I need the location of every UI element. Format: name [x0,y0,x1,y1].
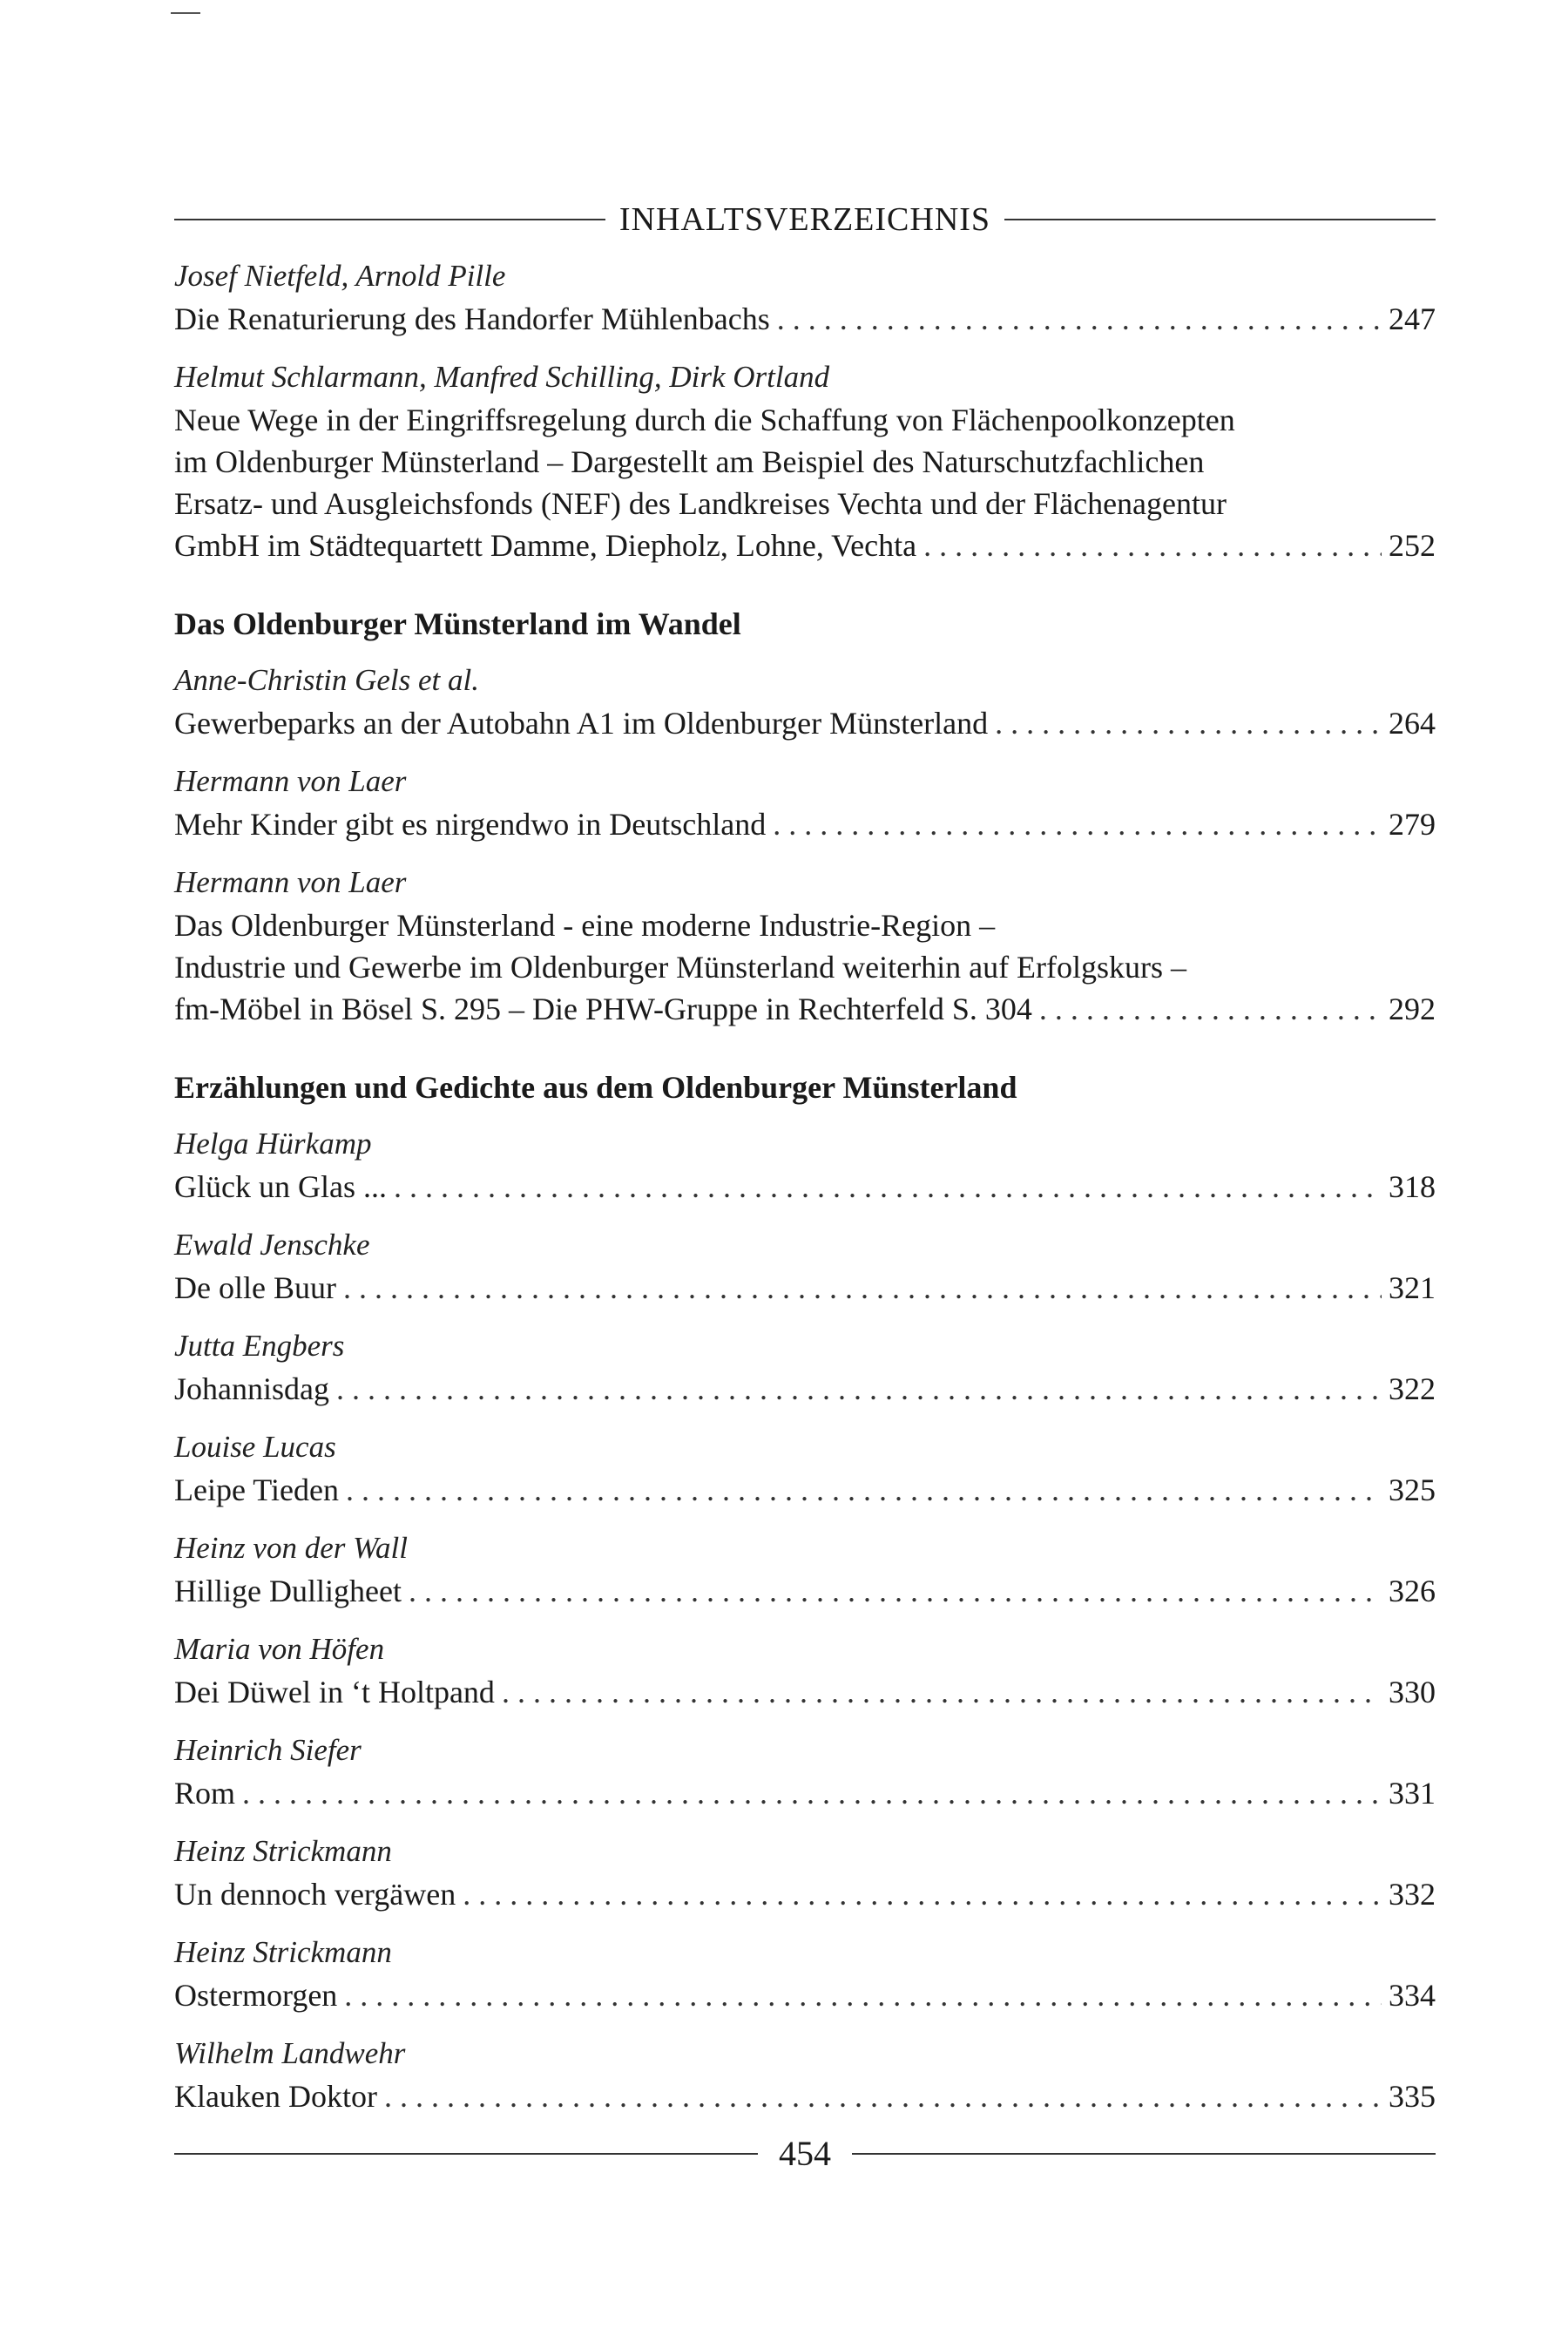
entry-title: Klauken Doktor [174,2079,377,2114]
entry-author: Heinz Strickmann [174,1834,392,1868]
entry-author: Wilhelm Landwehr [174,2036,406,2070]
entry-author: Maria von Höfen [174,1632,385,1666]
entry-page-number: 325 [1389,1472,1436,1507]
dot-leader [463,1873,1382,1915]
entry-page-number: 332 [1389,1877,1436,1912]
entry-title-row [174,1166,1436,1208]
entry-title-row [174,2075,1436,2117]
toc-entry [174,1628,1436,1713]
entry-title-line: im Oldenburger Münsterland – Dargestellt am Beispiel des Naturschutzfachlichen [174,444,1205,479]
entry-author: Heinz von der Wall [174,1531,408,1565]
entry-page-number: 247 [1389,301,1436,336]
entry-page-number: 331 [1389,1776,1436,1811]
running-head-rule-right [1004,219,1436,220]
dot-leader [502,1671,1382,1713]
toc-entry [174,1122,1436,1208]
entry-title: GmbH im Städtequartett Damme, Diepholz, Lohne, Vechta [174,528,917,563]
page-footer [174,2133,1436,2174]
page-number: 454 [779,2134,831,2173]
entry-title-row [174,1772,1436,1814]
dot-leader [409,1570,1382,1612]
entry-title-row [174,1570,1436,1612]
dot-leader [923,525,1382,566]
entry-page-number: 322 [1389,1371,1436,1406]
entry-title: De olle Buur [174,1270,336,1305]
toc-entry [174,1223,1436,1309]
entry-title-row [174,1671,1436,1713]
toc-entry [174,1931,1436,2016]
entry-title-row [174,803,1436,845]
entry-title: Ostermorgen [174,1978,338,2013]
entry-page-number: 334 [1389,1978,1436,2013]
entry-page-number: 321 [1389,1270,1436,1305]
entry-title-row [174,988,1436,1030]
entry-title-row [174,1974,1436,2016]
entry-title: Hillige Dulligheet [174,1574,402,1608]
entry-title: Rom [174,1776,236,1811]
entry-author: Helga Hürkamp [174,1127,372,1161]
entry-title-row [174,1873,1436,1915]
dot-leader [336,1368,1382,1410]
toc-entry [174,1527,1436,1612]
entry-title-row [174,525,1436,566]
toc-entry [174,861,1436,1030]
scan-mark [171,12,200,14]
toc-entry [174,2032,1436,2117]
entry-title: Johannisdag [174,1371,329,1406]
running-head [174,200,1436,239]
toc-entry [174,1324,1436,1410]
toc-entry [174,1425,1436,1511]
dot-leader [394,1166,1382,1208]
entry-author: Louise Lucas [174,1430,336,1464]
entry-author: Heinz Strickmann [174,1935,392,1969]
dot-leader [346,1469,1382,1511]
entry-page-number: 335 [1389,2079,1436,2114]
entry-page-number: 292 [1389,992,1436,1026]
entry-author: Josef Nietfeld, Arnold Pille [174,259,506,293]
footer-rule-left [174,2153,758,2155]
entry-title-line: Ersatz- und Ausgleichsfonds (NEF) des Landkreises Vechta und der Flächenagentur [174,486,1227,521]
dot-leader [344,1974,1382,2016]
toc-entry [174,355,1436,566]
dot-leader [1039,988,1382,1030]
entry-page-number: 264 [1389,706,1436,741]
dot-leader [343,1267,1382,1309]
toc-entry [174,659,1436,744]
entry-author: Jutta Engbers [174,1329,345,1363]
entry-title: fm-Möbel in Bösel S. 295 – Die PHW-Gruppe in Rechterfeld S. 304 [174,992,1032,1026]
entry-title-row [174,298,1436,340]
entry-title: Die Renaturierung des Handorfer Mühlenbachs [174,301,770,336]
running-head-title: INHALTSVERZEICHNIS [618,201,991,238]
footer-rule-right [852,2153,1436,2155]
running-head-rule-left [174,219,605,220]
entry-title-row [174,1469,1436,1511]
entry-author: Hermann von Laer [174,865,407,899]
entry-title-line: Neue Wege in der Eingriffsregelung durch die Schaffung von Flächenpoolkonzepten [174,403,1235,437]
toc-entry [174,1830,1436,1915]
entry-title-row [174,1267,1436,1309]
entry-title-line: Das Oldenburger Münsterland - eine moderne Industrie-Region – [174,908,996,943]
section-heading: Das Oldenburger Münsterland im Wandel [174,606,741,641]
dot-leader [384,2075,1382,2117]
entry-page-number: 330 [1389,1675,1436,1709]
entry-title: Un dennoch vergäwen [174,1877,456,1912]
section-heading: Erzählungen und Gedichte aus dem Oldenburger Münsterland [174,1070,1017,1105]
entry-page-number: 318 [1389,1169,1436,1204]
entry-author: Ewald Jenschke [174,1228,370,1262]
entry-title: Leipe Tieden [174,1472,339,1507]
toc-entry [174,760,1436,845]
dot-leader [773,803,1382,845]
entry-title: Gewerbeparks an der Autobahn A1 im Oldenburger Münsterland [174,706,989,741]
entry-title-row [174,702,1436,744]
entry-title-row [174,1368,1436,1410]
dot-leader [995,702,1382,744]
entry-page-number: 252 [1389,528,1436,563]
entry-author: Heinrich Siefer [174,1733,362,1767]
entry-title: Dei Düwel in ‘t Holtpand [174,1675,495,1709]
entry-page-number: 279 [1389,807,1436,842]
entry-title-line: Industrie und Gewerbe im Oldenburger Münsterland weiterhin auf Erfolgskurs – [174,950,1187,985]
entry-title: Mehr Kinder gibt es nirgendwo in Deutschland [174,807,767,842]
toc-entry [174,1729,1436,1814]
dot-leader [777,298,1382,340]
table-of-contents [174,254,1436,2133]
dot-leader [242,1772,1382,1814]
entry-title: Glück un Glas ... [174,1169,387,1204]
toc-entry [174,254,1436,340]
entry-author: Hermann von Laer [174,764,407,798]
entry-author: Helmut Schlarmann, Manfred Schilling, Dirk Ortland [174,360,830,394]
entry-author: Anne-Christin Gels et al. [174,663,479,697]
entry-page-number: 326 [1389,1574,1436,1608]
